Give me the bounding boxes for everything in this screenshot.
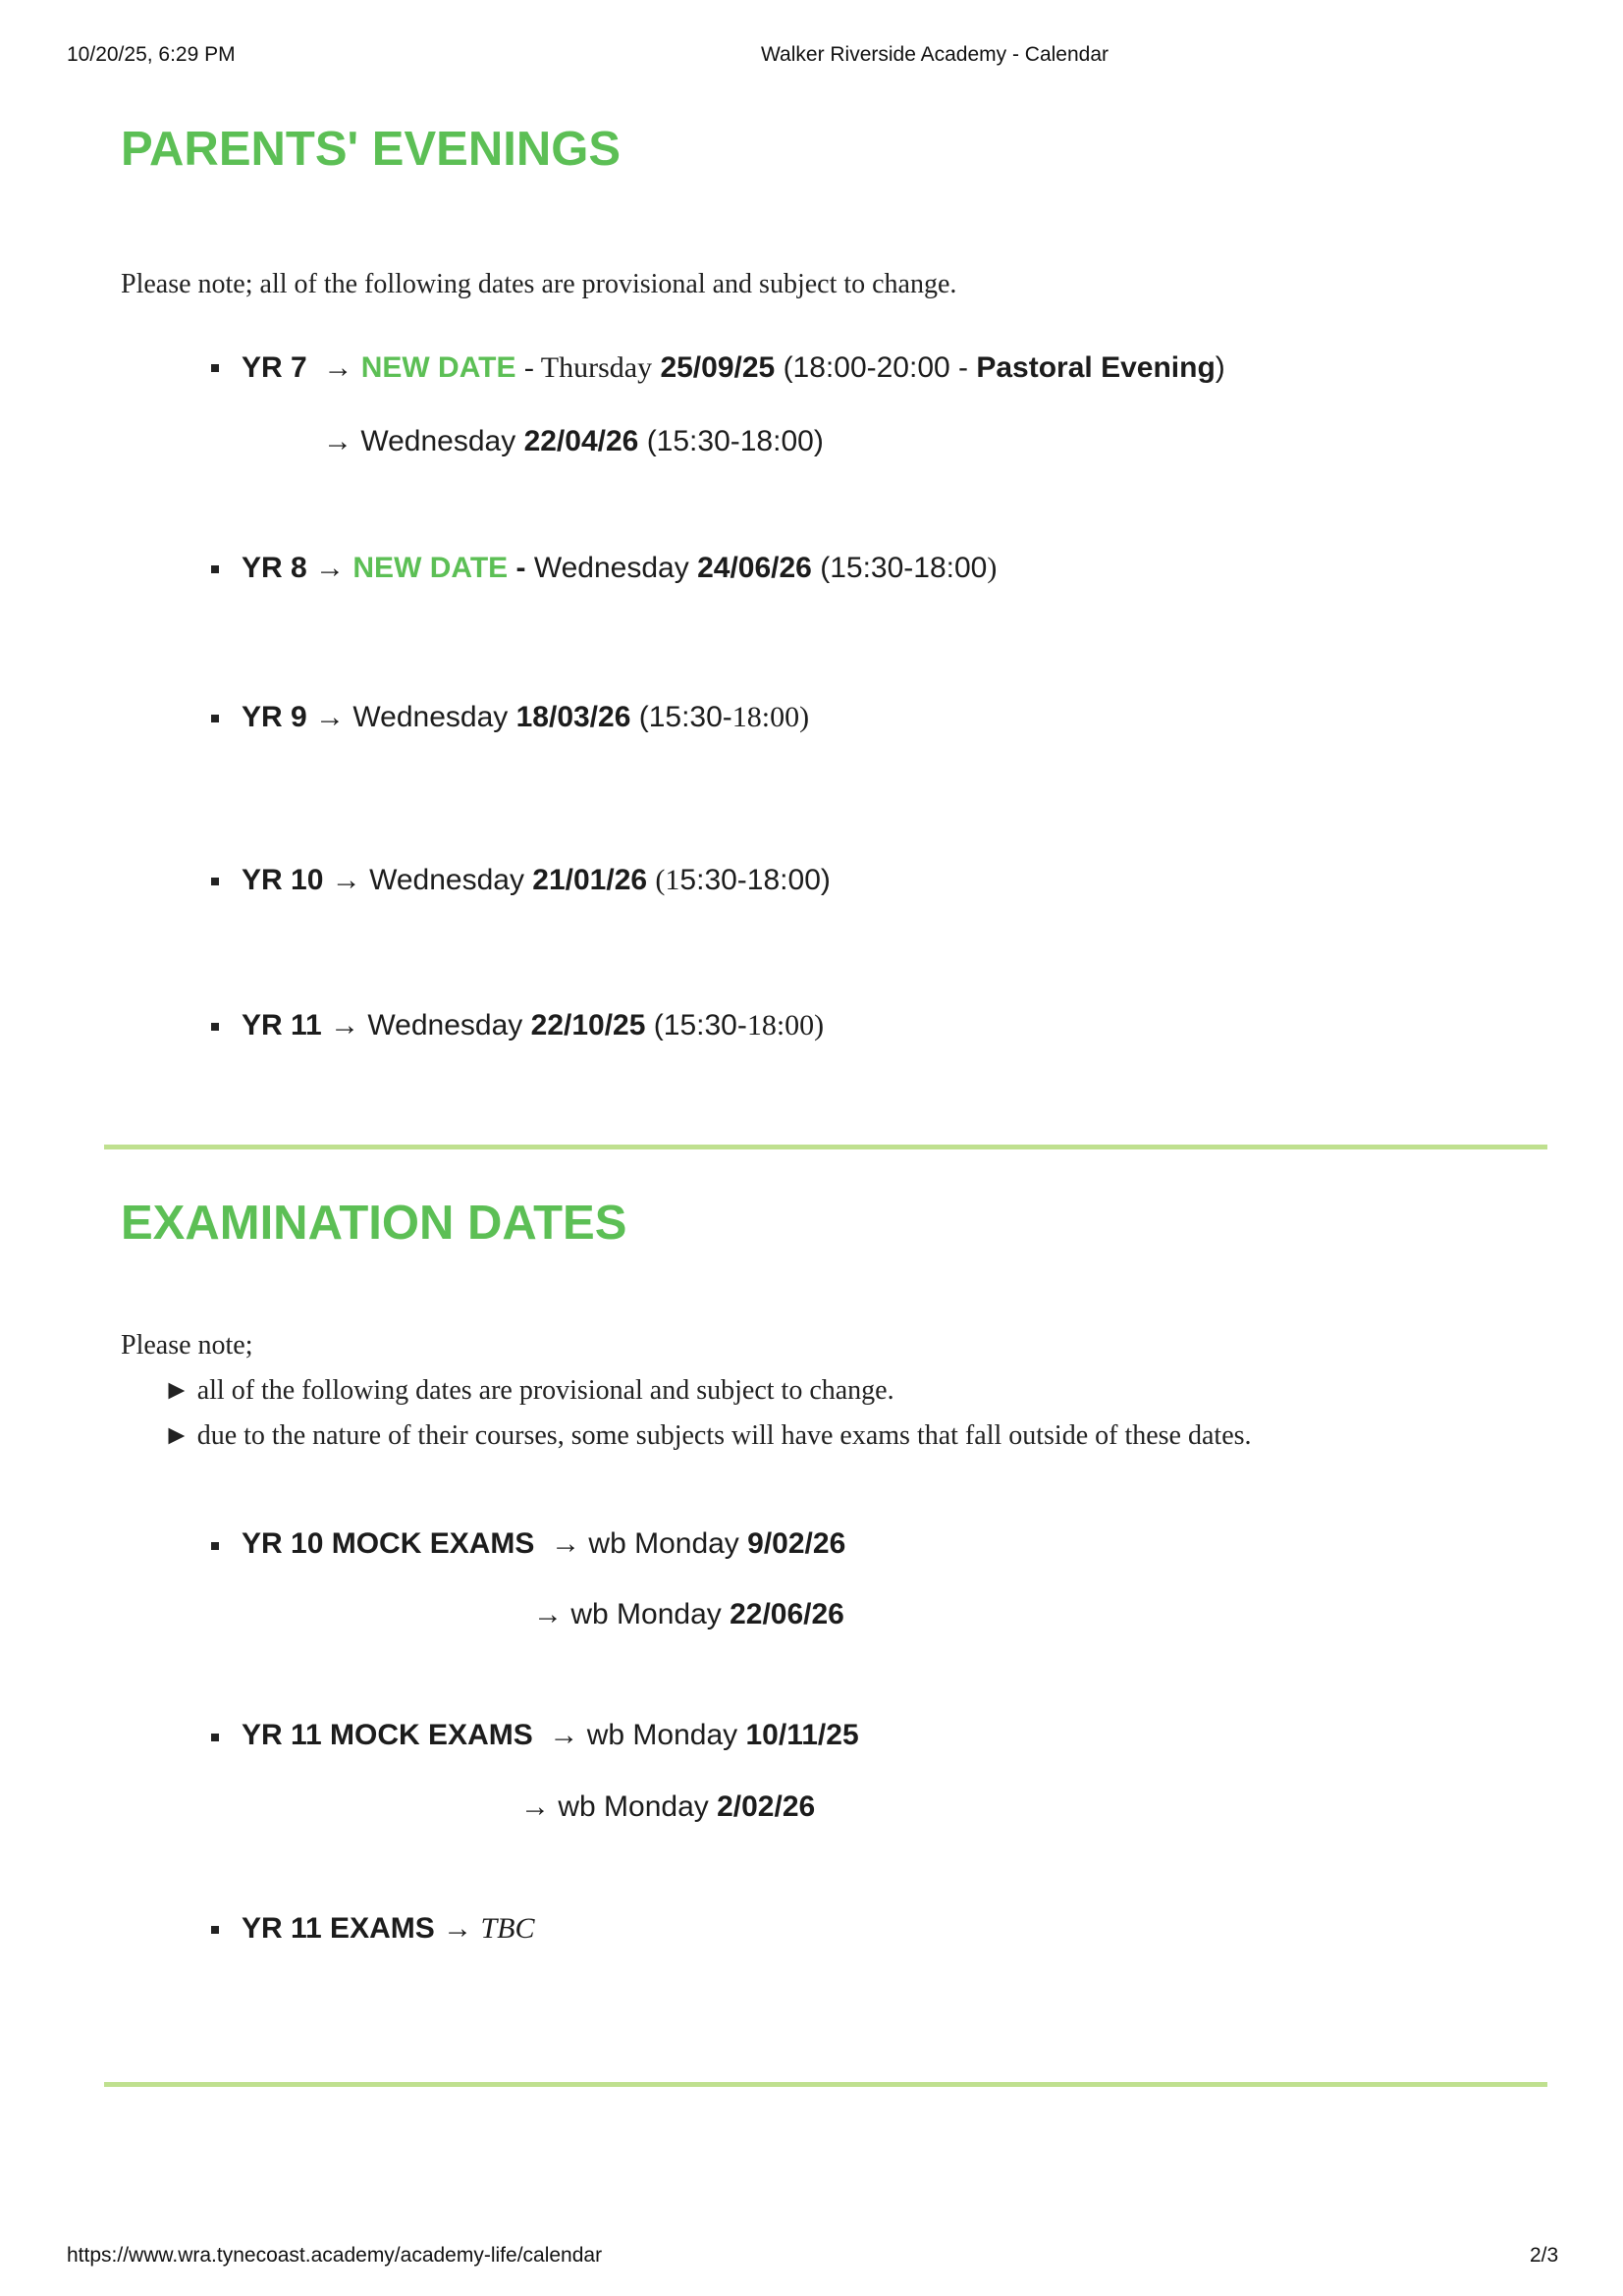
yr11-exams-row bbox=[242, 1912, 534, 1946]
yr7-arrow: → bbox=[323, 351, 353, 384]
yr7-event: Pastoral Evening bbox=[976, 351, 1216, 384]
yr8-date: 24/06/26 bbox=[697, 552, 812, 584]
yr7-close: ) bbox=[1215, 351, 1225, 384]
yr7-sep: - Thursday bbox=[523, 351, 653, 384]
examination-note: Please note; bbox=[121, 1330, 253, 1361]
bullet-icon bbox=[211, 1542, 219, 1550]
bullet-icon bbox=[211, 1926, 219, 1934]
print-datetime: 10/20/25, 6:29 PM bbox=[67, 43, 236, 66]
yr7-row bbox=[242, 351, 1225, 385]
yr11-mock-line2-date: 2/02/26 bbox=[717, 1790, 816, 1823]
yr9-time-b: 18:00) bbox=[731, 701, 810, 733]
yr7-line2-prefix: → Wednesday bbox=[323, 425, 516, 457]
yr9-arrow-day: → Wednesday bbox=[315, 701, 509, 733]
yr7-second-row bbox=[323, 425, 824, 458]
yr7-label: YR 7 bbox=[242, 351, 307, 384]
yr9-time-a: (15:30- bbox=[638, 701, 732, 733]
yr11-date: 22/10/25 bbox=[530, 1009, 646, 1041]
bullet-icon bbox=[211, 1023, 219, 1031]
yr11-exams-label: YR 11 EXAMS bbox=[242, 1912, 435, 1945]
yr10-mock-line2-date: 22/06/26 bbox=[730, 1598, 844, 1630]
yr8-day: Wednesday bbox=[533, 552, 689, 584]
yr8-time: (15:30-18:00 bbox=[820, 552, 988, 584]
yr10-label: YR 10 bbox=[242, 864, 324, 896]
section-divider bbox=[104, 1145, 1547, 1149]
yr11-row bbox=[242, 1009, 824, 1042]
yr9-row bbox=[242, 701, 809, 734]
print-page-number: 2/3 bbox=[1530, 2244, 1559, 2267]
yr10-date: 21/01/26 bbox=[532, 864, 648, 896]
yr10-time-a: (1 bbox=[655, 864, 680, 896]
yr11-arrow-day: → Wednesday bbox=[330, 1009, 523, 1041]
yr11-mock-line2-prefix: → wb Monday bbox=[520, 1790, 709, 1823]
yr8-close: ) bbox=[987, 552, 998, 584]
yr10-mock-line2-prefix: → wb Monday bbox=[533, 1598, 722, 1630]
examination-point-outside-dates: ► due to the nature of their courses, some subjects will have exams that fall outside of these dates. bbox=[163, 1420, 1252, 1451]
bullet-icon bbox=[211, 715, 219, 722]
yr8-label: YR 8 bbox=[242, 552, 307, 584]
yr8-sep: - bbox=[515, 552, 526, 584]
yr10-arrow-day: → Wednesday bbox=[331, 864, 524, 896]
yr10-mock-line1-date: 9/02/26 bbox=[747, 1527, 846, 1560]
bullet-icon bbox=[211, 364, 219, 372]
yr10-row bbox=[242, 864, 831, 897]
yr7-new-date: NEW DATE bbox=[360, 351, 516, 384]
yr8-row bbox=[242, 552, 997, 585]
yr11-exams-value: TBC bbox=[480, 1912, 535, 1945]
yr11-time-b: 18:00) bbox=[746, 1009, 825, 1041]
yr11-mock-line1-prefix: → wb Monday bbox=[549, 1719, 738, 1751]
yr11-mock-row bbox=[242, 1719, 859, 1752]
yr11-exams-arrow: → bbox=[443, 1912, 473, 1945]
bullet-icon bbox=[211, 1734, 219, 1741]
yr7-line2-time: (15:30-18:00) bbox=[646, 425, 824, 457]
yr11-label: YR 11 bbox=[242, 1009, 322, 1041]
yr7-line2-date: 22/04/26 bbox=[523, 425, 639, 457]
yr11-mock-label: YR 11 MOCK EXAMS bbox=[242, 1719, 533, 1751]
yr7-time: (18:00-20:00 - bbox=[783, 351, 969, 384]
yr8-new-date: NEW DATE bbox=[352, 552, 509, 584]
yr10-mock-line1-prefix: → wb Monday bbox=[551, 1527, 739, 1560]
yr8-arrow: → bbox=[315, 552, 346, 584]
yr11-time-a: (15:30- bbox=[653, 1009, 747, 1041]
yr11-mock-line1-date: 10/11/25 bbox=[745, 1719, 859, 1751]
print-url: https://www.wra.tynecoast.academy/academy-life/calendar bbox=[67, 2244, 603, 2267]
bullet-icon bbox=[211, 565, 219, 573]
section-divider bbox=[104, 2082, 1547, 2087]
yr10-time-b: 5:30-18:00) bbox=[679, 864, 831, 896]
examination-point-provisional: ► all of the following dates are provisional and subject to change. bbox=[163, 1375, 894, 1406]
bullet-icon bbox=[211, 878, 219, 885]
yr9-label: YR 9 bbox=[242, 701, 307, 733]
yr10-mock-second-row bbox=[533, 1598, 844, 1631]
yr7-date: 25/09/25 bbox=[660, 351, 776, 384]
parents-evenings-note: Please note; all of the following dates are provisional and subject to change. bbox=[121, 269, 957, 299]
yr9-date: 18/03/26 bbox=[515, 701, 631, 733]
yr10-mock-label: YR 10 MOCK EXAMS bbox=[242, 1527, 535, 1560]
print-page-title: Walker Riverside Academy - Calendar bbox=[761, 43, 1109, 66]
parents-evenings-heading: PARENTS' EVENINGS bbox=[121, 123, 621, 176]
examination-dates-heading: EXAMINATION DATES bbox=[121, 1197, 627, 1250]
yr10-mock-row bbox=[242, 1527, 845, 1561]
yr11-mock-second-row bbox=[520, 1790, 815, 1824]
